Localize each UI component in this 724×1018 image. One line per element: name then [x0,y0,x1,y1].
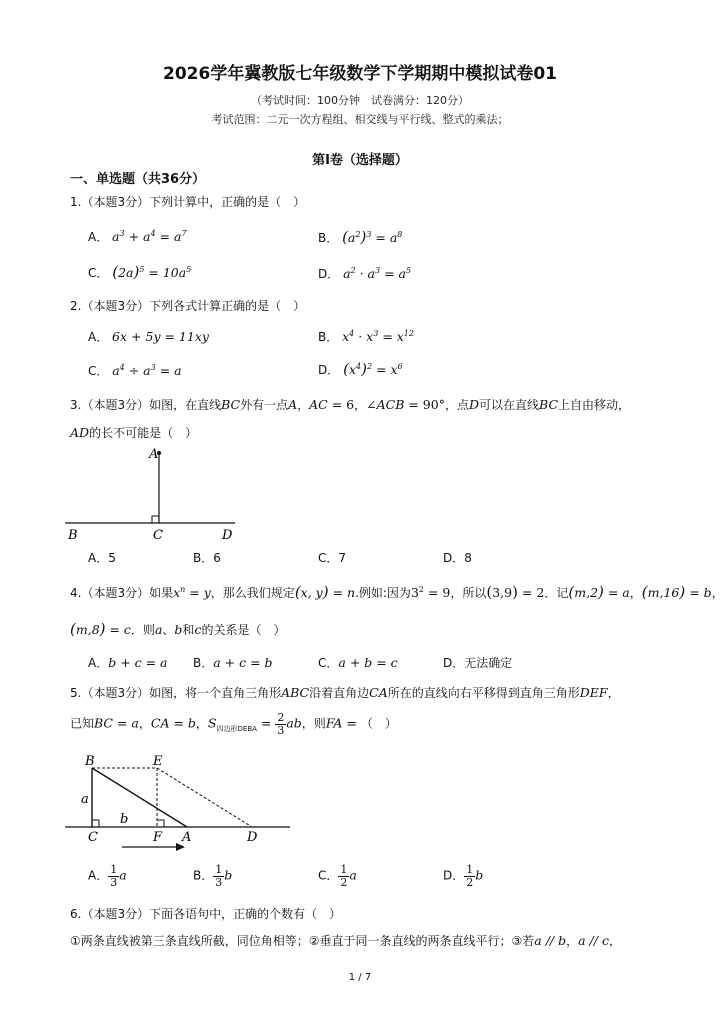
segment-ba [92,768,187,827]
q3-stem-line2: AD的长不可能是（ ） [70,425,198,440]
q2-option-c[interactable]: C． $a^4 \div a^3 = a$ [88,362,182,378]
label-a: A [149,447,159,462]
q3-option-b[interactable]: B．6 [193,551,221,565]
q4-option-c[interactable]: C．a + b = c [318,655,398,670]
q4-option-a[interactable]: A．b + c = a [88,655,168,670]
q2-option-b[interactable]: B． $x^4 \cdot x^3 = x^{12}$ [318,328,414,344]
q3-stem: 3.（本题3分）如图，在直线BC外有一点A，AC = 6，∠ACB = 90°，点D可以在直线BC上自由移动， [70,397,631,412]
q1-option-c[interactable]: C． $(2a)^5 = 10a^5$ [88,263,192,281]
label-b: B [68,528,78,543]
q5-stem: 5.（本题3分）如图，将一个直角三角形ABC沿着直角边CA所在的直线向右平移得到直角三角形DEF， [70,685,620,700]
q5-option-b[interactable]: B． $\frac{1}{3}$ b [193,863,233,889]
q2-stem: 2.（本题3分）下列各式计算正确的是（ ） [70,299,306,313]
label-a: A [182,830,192,845]
q1-stem: 1.（本题3分）下列计算中，正确的是（ ） [70,195,306,209]
q3-figure [65,443,240,543]
label-f: F [153,830,163,845]
page-number: 1 / 7 [348,972,372,983]
q3-option-c[interactable]: C．7 [318,551,347,565]
label-b: B [85,754,95,769]
q5-stem-line2: 已知BC = a，CA = b，$S_{四边形DEBA}$ = $\frac{2}{3}$ ab，则FA = （ ） [70,711,397,737]
q2-option-a[interactable]: A． 6x + 5y = 11xy [88,329,209,344]
q4-option-d[interactable]: D．无法确定 [443,656,513,670]
q4-option-b[interactable]: B．a + c = b [193,655,273,670]
q3-option-d[interactable]: D．8 [443,551,472,565]
q1-option-a[interactable]: A． $a^3 + a^4 = a^7$ [88,228,187,244]
part-heading: 一、单选题（共36分） [70,172,206,187]
exam-info: （考试时间：100分钟 试卷满分：120分） [251,94,469,107]
label-c: C [88,830,98,845]
label-a-side: a [81,792,89,807]
q6-stem: 6.（本题3分）下面各语句中，正确的个数有（ ） [70,907,342,921]
segment-ed [157,768,252,827]
q5-option-a[interactable]: A． $\frac{1}{3}$ a [88,863,127,889]
section-heading: 第Ⅰ卷（选择题） [312,153,408,168]
q3-option-a[interactable]: A．5 [88,551,116,565]
label-b-side: b [120,812,129,827]
exam-scope: 考试范围：二元一次方程组、相交线与平行线、整式的乘法； [211,113,509,126]
exam-title: 2026学年冀教版七年级数学下学期期中模拟试卷01 [163,64,557,84]
q1-option-d[interactable]: D． $a^2 \cdot a^3 = a^5$ [318,265,412,281]
label-c: C [153,528,163,543]
q4-stem: 4.（本题3分）如果$x^n = y$，那么我们规定(x, y) = n.例如:因为$3^2 = 9$，所以(3,9) = 2．记(m,2) = a，(m,16) = b， [70,583,724,601]
label-e: E [153,754,163,769]
right-angle-f [157,820,164,827]
q2-option-d[interactable]: D． $(x^4)^2 = x^6$ [318,360,403,378]
q5-option-c[interactable]: C． $\frac{1}{2}$ a [318,863,357,889]
label-d: D [247,830,258,845]
right-angle-mark [152,516,159,523]
right-angle-c [92,820,99,827]
q4-stem-line2: (m,8) = c．则a、b和c的关系是（ ） [70,620,286,638]
label-d: D [222,528,233,543]
q1-option-b[interactable]: B． $(a^2)^3 = a^8$ [318,228,403,246]
q5-figure [65,750,295,855]
q5-option-d[interactable]: D． $\frac{1}{2}$ b [443,863,484,889]
q6-stem-line2: ①两条直线被第三条直线所截，同位角相等；②垂直于同一条直线的两条直线平行；③若a // b，a // c， [70,933,621,948]
